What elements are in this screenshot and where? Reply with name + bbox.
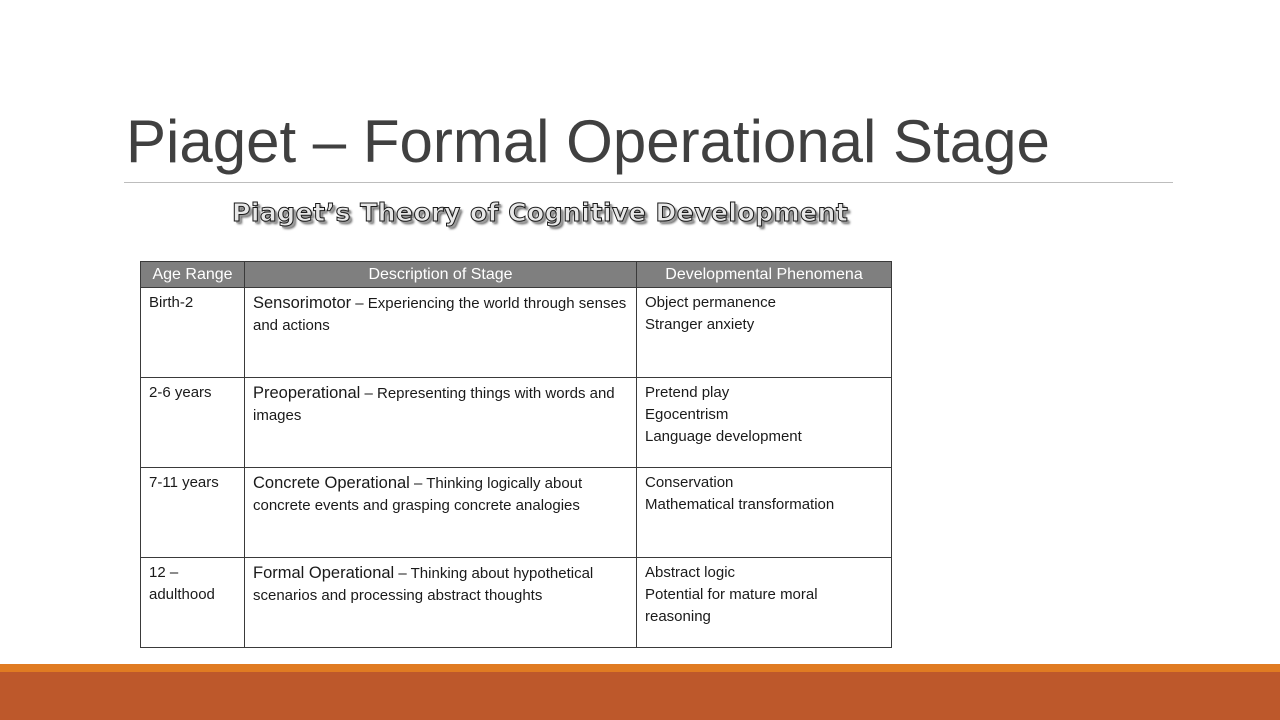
table-row [141,558,892,648]
stage-description: – Representing things with words and images [253,385,615,424]
stage-name: Preoperational [253,384,361,402]
stage-description: – Experiencing the world through senses and actions [253,295,627,334]
phenomena-cell [637,288,892,378]
table-header-row [141,262,892,288]
phenomena-cell [637,558,892,648]
table-row [141,378,892,468]
stage-name: Sensorimotor [253,294,352,312]
title-divider [124,182,1173,183]
stage-description: – Thinking logically about concrete events and grasping concrete analogies [253,475,583,514]
phenomenon: Mathematical transformation [645,496,835,513]
header-age-range: Age Range [141,262,245,288]
slide-title: Piaget – Formal Operational Stage [126,108,1050,175]
description-cell [245,558,637,648]
table-row [141,468,892,558]
stages-table [140,261,892,648]
phenomenon: Stranger anxiety [645,316,755,333]
phenomenon: Abstract logic [645,564,736,581]
stage-name: Formal Operational [253,564,395,582]
stage-name: Concrete Operational [253,474,410,492]
description-cell [245,378,637,468]
footer-accent-bar [0,664,1280,672]
figure-heading: Piaget’s Theory of Cognitive Development [232,198,849,227]
phenomena-cell [637,378,892,468]
age-cell: Birth-2 [141,288,245,378]
age-cell: 7-11 years [141,468,245,558]
description-cell [245,288,637,378]
header-description: Description of Stage [245,262,637,288]
phenomenon: Object permanence [645,294,776,311]
age-cell: 2-6 years [141,378,245,468]
phenomenon: Potential for mature moral reasoning [645,586,818,625]
phenomenon: Language development [645,428,802,445]
phenomena-cell [637,468,892,558]
table-row [141,288,892,378]
age-cell: 12 – adulthood [141,558,245,648]
phenomenon: Conservation [645,474,734,491]
footer-bar [0,672,1280,720]
phenomenon: Pretend play [645,384,730,401]
phenomenon: Egocentrism [645,406,729,423]
stage-description: – Thinking about hypothetical scenarios and processing abstract thoughts [253,565,594,604]
header-phenomena: Developmental Phenomena [637,262,892,288]
description-cell [245,468,637,558]
